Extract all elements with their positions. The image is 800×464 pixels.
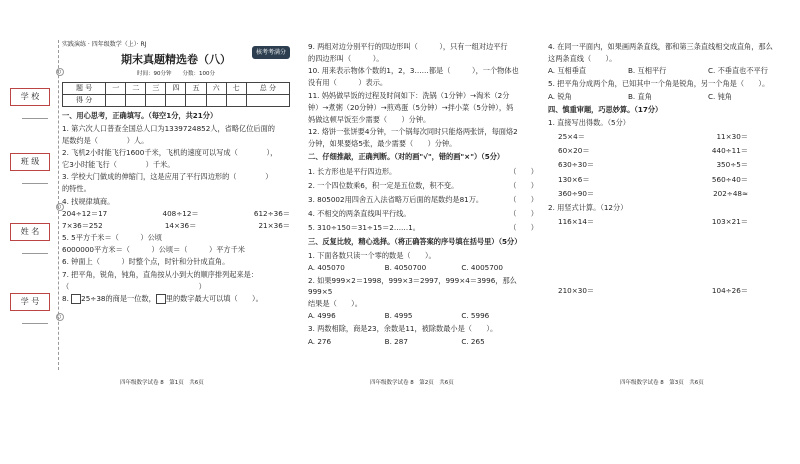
student-id-line: [22, 323, 48, 324]
pattern-item: 14×36＝: [164, 220, 197, 230]
page-footer: 四年级数学试卷 8 第1页 共6页: [120, 380, 204, 386]
choice-option[interactable]: A. 锐角: [548, 91, 572, 101]
section-heading: 二、仔细推敲，正确判断。（对的画"√"，错的画"×"）（5分）: [308, 152, 505, 162]
question-number: 8.: [62, 293, 72, 303]
calc-row: [548, 131, 788, 142]
question-text: 3. 两数相除，商是23，余数是11，被除数最小是（ ）。: [308, 324, 498, 334]
calc-item: 60×20＝: [558, 146, 590, 156]
score-input[interactable]: [146, 94, 166, 106]
question-text: 里的数字最大可以填（ ）。: [165, 293, 263, 303]
choice-options: [308, 336, 538, 347]
question-text: 它3小时能飞行（ ）千米。: [62, 160, 175, 170]
judge-item: [308, 194, 538, 205]
judge-text: 3. 805002用四舍五入法省略万后面的尾数约是81万。: [308, 194, 484, 204]
score-cell: 四: [166, 82, 186, 94]
judge-blank[interactable]: （ ）: [509, 194, 538, 204]
calc-item: 25×4＝: [558, 132, 585, 142]
question-text: 1. 第六次人口普查全国总人口为1339724852人，省略亿位后面的: [62, 123, 275, 133]
binding-dash-line: [58, 40, 59, 370]
page-footer: 四年级数学试卷 8 第2页 共6页: [370, 380, 454, 386]
choice-option[interactable]: C. 5996: [461, 311, 490, 321]
question-text: 钟）→煮粥（20分钟）→煎鸡蛋（5分钟）→拌小菜（5分钟），妈: [308, 102, 514, 112]
choice-option[interactable]: A. 405070: [308, 262, 345, 272]
page-3: [548, 40, 788, 299]
question-text: 2. 用竖式计算。（12分）: [548, 202, 628, 212]
question-text: 5. 把平角分成两个角，已知其中一个角是锐角，另一个角是（ ）。: [548, 79, 770, 89]
question-text: 3. 学校大门做成的伸缩门，这是应用了平行四边形的（ ）: [62, 172, 273, 182]
question-text: 的四边形叫（ ）。: [308, 54, 384, 64]
calc-item: 360÷90＝: [558, 188, 595, 198]
score-input[interactable]: [106, 94, 126, 106]
class-label: 班 级: [10, 153, 50, 171]
pattern-row: [62, 208, 290, 219]
score-input[interactable]: [186, 94, 206, 106]
score-input[interactable]: [126, 94, 146, 106]
pattern-item: 7×36＝252: [62, 220, 103, 230]
section-heading: 三、反复比较，精心选择。（将正确答案的序号填在括号里）（5分）: [308, 237, 522, 247]
binding-hole: ○: [56, 68, 64, 76]
question-text: 25÷38的商是一位数，: [81, 293, 156, 303]
calc-item: 630÷30＝: [558, 160, 595, 170]
judge-blank[interactable]: （ ）: [509, 166, 538, 176]
judge-blank[interactable]: （ ）: [509, 223, 538, 233]
calc-item: 210×30＝: [558, 286, 595, 296]
judge-blank[interactable]: （ ）: [509, 180, 538, 190]
question-text: 2. 飞机2小时能飞行1600千米，飞机的速度可以写成（ ），: [62, 148, 278, 158]
judge-blank[interactable]: （ ）: [509, 209, 538, 219]
page-2: [308, 40, 538, 349]
pattern-item: 612÷36＝: [253, 208, 290, 218]
score-value-row: [63, 94, 290, 106]
score-cell: 题 号: [63, 82, 106, 94]
page-1: [62, 40, 290, 305]
school-line: [22, 118, 48, 119]
choice-option[interactable]: A. 互相垂直: [548, 66, 587, 76]
judge-item: [308, 222, 538, 233]
blank-box[interactable]: [156, 294, 166, 304]
calc-item: 202÷48≈: [713, 188, 748, 198]
blank-box[interactable]: [71, 294, 81, 304]
score-input[interactable]: [206, 94, 226, 106]
score-header-row: [63, 82, 290, 94]
question-text: 结果是（ ）。: [308, 299, 362, 309]
score-cell: 二: [126, 82, 146, 94]
choice-option[interactable]: B. 互相平行: [628, 66, 667, 76]
page-footer: 四年级数学试卷 8 第3页 共6页: [620, 380, 704, 386]
score-input[interactable]: [246, 94, 289, 106]
binding-hole: ○: [56, 313, 64, 321]
question-text: （ ）: [62, 281, 206, 291]
calc-item: 350÷5＝: [716, 160, 748, 170]
question-text: 尾数约是（ ）人。: [62, 135, 149, 145]
pattern-item: 204÷12＝17: [62, 208, 108, 218]
calc-row: [548, 188, 788, 199]
calc-row: [548, 145, 788, 156]
question-text: 6. 钟面上（ ）时整个点，时针和分针成直角。: [62, 257, 230, 267]
calc-item: 116×14＝: [558, 217, 595, 227]
exam-info: 时间：90分钟 分数：100分: [137, 71, 215, 78]
score-cell: 总 分: [246, 82, 289, 94]
binding-hole: ○: [56, 203, 64, 211]
question-text: 7. 把平角，锐角，钝角，直角按从小到大的顺序排列起来是：: [62, 269, 259, 279]
question-text: 这两条直线（ ）。: [548, 54, 617, 64]
question-text: 4. 找规律填商。: [62, 196, 115, 206]
section-heading: 四、慎重审题，巧思妙算。（17分）: [548, 104, 663, 114]
series-title: 实践演练 · 四年级数学（上）· RJ: [62, 41, 147, 48]
score-cell: 六: [206, 82, 226, 94]
question-text: 没有用（ ）表示。: [308, 78, 388, 88]
choice-option[interactable]: B. 287: [384, 336, 408, 346]
score-cell: 三: [146, 82, 166, 94]
calc-row: [548, 174, 788, 185]
calc-row: [548, 159, 788, 170]
score-cell: 五: [186, 82, 206, 94]
vertical-calc-row: [548, 285, 788, 296]
question-8: [62, 293, 290, 304]
choice-option[interactable]: B. 直角: [628, 91, 652, 101]
choice-options: [308, 262, 538, 273]
binding-margin: [4, 38, 62, 368]
vertical-calc-row: [548, 216, 788, 227]
question-text: 2. 如果999×2＝1998，999×3＝2997，999×4＝3996，那么999×5: [308, 275, 517, 296]
choice-option[interactable]: A. 276: [308, 336, 332, 346]
student-id-label: 学 号: [10, 293, 50, 311]
choice-options: [548, 65, 788, 76]
section-heading: 一、用心思考，正确填写。（每空1分，共21分）: [62, 110, 218, 120]
calc-item: 11×30＝: [716, 132, 748, 142]
choice-option[interactable]: C. 钝角: [708, 91, 732, 101]
question-text: 1. 直接写出得数。（5分）: [548, 117, 630, 127]
calc-item: 130×6＝: [558, 174, 590, 184]
question-text: 分钟，如果要烙5张，最少需要（ ）分钟。: [308, 139, 457, 149]
choice-option[interactable]: A. 4996: [308, 311, 336, 321]
name-line: [22, 253, 48, 254]
judge-text: 2. 一个四位数乘6，积一定是五位数，积不变。: [308, 180, 459, 190]
score-cell: 得 分: [63, 94, 106, 106]
question-text: 11. 妈妈做早饭的过程及时间如下：洗锅（1分钟）→淘米（2分: [308, 90, 510, 100]
judge-text: 5. 310÷150＝31÷15＝2……1。: [308, 223, 420, 233]
school-label: 学 校: [10, 88, 50, 106]
choice-option[interactable]: B. 4050700: [384, 262, 427, 272]
question-text: 妈做这顿早饭至少需要（ ）分钟。: [308, 114, 431, 124]
brand-badge: 核考考满分: [252, 46, 290, 59]
class-line: [22, 183, 48, 184]
judge-item: [308, 166, 538, 177]
score-input[interactable]: [166, 94, 186, 106]
work-space[interactable]: [548, 230, 788, 282]
name-label: 姓 名: [10, 223, 50, 241]
score-cell: 七: [226, 82, 246, 94]
choice-option[interactable]: C. 4005700: [461, 262, 503, 272]
question-text: 5. 5平方千米＝（ ）公顷: [62, 233, 162, 243]
question-text: 的特性。: [62, 184, 91, 194]
pattern-item: 408÷12＝: [162, 208, 199, 218]
question-text: 6000000平方米＝（ ）公顷＝（ ）平方千米: [62, 245, 245, 255]
calc-item: 440÷11＝: [711, 146, 748, 156]
judge-text: 4. 不相交的两条直线叫平行线。: [308, 209, 411, 219]
choice-option[interactable]: C. 不垂直也不平行: [708, 66, 768, 76]
score-cell: 一: [106, 82, 126, 94]
choice-option[interactable]: C. 265: [461, 336, 485, 346]
question-text: 10. 用来表示物体个数的1，2，3……都是（ ），一个物体也: [308, 66, 519, 76]
question-text: 4. 在同一平面内，如果画两条直线，都和第三条直线相交成直角，那么: [548, 42, 773, 51]
judge-text: 1. 长方形也是平行四边形。: [308, 166, 397, 176]
calc-item: 103×21＝: [711, 217, 748, 227]
pattern-row: [62, 220, 290, 231]
judge-item: [308, 180, 538, 191]
pattern-item: 21×36＝: [258, 220, 290, 230]
question-text: 12. 烙饼一张饼要4分钟，一个锅每次同时只能烙两张饼，每面烙2: [308, 127, 518, 137]
question-text: 1. 下面各数只读一个零的数是（ ）。: [308, 250, 436, 260]
calc-item: 104÷26＝: [711, 286, 748, 296]
score-input[interactable]: [226, 94, 246, 106]
exam-title: 期末真题精选卷（八）: [121, 53, 231, 67]
judge-item: [308, 208, 538, 219]
calc-item: 560÷40＝: [711, 174, 748, 184]
choice-options: [308, 310, 538, 321]
choice-option[interactable]: B. 4995: [384, 311, 413, 321]
choice-options: [548, 91, 788, 102]
score-table: [62, 82, 290, 107]
question-text: 9. 两组对边分别平行的四边形叫（ ），只有一组对边平行: [308, 42, 508, 51]
